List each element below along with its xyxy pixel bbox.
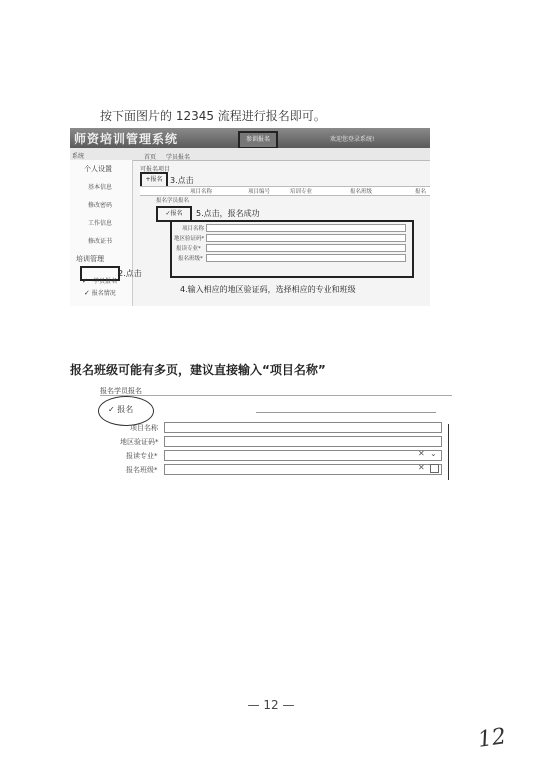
screenshot-enrollment-flow [70, 128, 430, 306]
menu-left: 系统 [72, 153, 85, 160]
check-icon: ✓ [82, 277, 88, 285]
intro-text: 按下面图片的 12345 流程进行报名即可。 [100, 109, 326, 123]
field-label-major: 报读专业* [176, 246, 201, 252]
system-title: 师资培训管理系统 [74, 132, 179, 146]
divider [256, 412, 436, 413]
class-select[interactable] [206, 254, 406, 262]
column-header: 报名 [415, 189, 427, 195]
field-label-project: 项目名称 [182, 226, 205, 232]
check-icon: ✓ [108, 405, 115, 414]
column-header: 培训专业 [290, 189, 313, 195]
signup-label: 报名 [117, 405, 134, 414]
major-select[interactable] [164, 450, 442, 461]
region-code-input[interactable] [164, 436, 442, 447]
clear-icon[interactable]: ✕ [418, 449, 425, 458]
column-header: 项目名称 [190, 189, 213, 195]
form-section-title: 报名学员报名 [100, 387, 142, 395]
field-label-class: 报名班级* [126, 466, 158, 474]
header-extra: 欢迎您登录系统! [330, 136, 375, 143]
sidebar-item-enroll-status[interactable] [84, 288, 116, 297]
major-select[interactable] [206, 244, 406, 252]
form-title: 报名学员报名 [156, 198, 190, 204]
step5-note: 5.点击，报名成功 [196, 209, 260, 218]
sidebar-item-label: 报名情况 [91, 290, 116, 297]
sidebar-section-training: 培训管理 [76, 255, 104, 263]
screenshot-enroll-form [96, 386, 452, 484]
handwritten-page-mark: 12 [476, 724, 508, 753]
project-name-input[interactable] [164, 422, 442, 433]
field-label-major: 报读专业* [126, 452, 158, 460]
sidebar-item-label: 学员报名 [92, 278, 117, 285]
step3-note: 3.点击 [170, 176, 194, 185]
check-icon: ✓ [165, 210, 171, 217]
signup-button[interactable] [108, 404, 133, 415]
page-number: — 12 — [247, 698, 295, 712]
dropdown-toggle-icon[interactable] [430, 464, 439, 473]
list-header [140, 186, 430, 196]
step4-note: 4.输入相应的地区验证码，选择相应的专业和班级 [180, 285, 356, 294]
sidebar-section-personal: 个人设置 [84, 165, 112, 173]
clear-icon[interactable]: ✕ [418, 463, 425, 472]
project-name-input[interactable] [206, 224, 406, 232]
plus-icon: + [145, 176, 151, 183]
check-icon: ✓ [84, 289, 90, 297]
sidebar-item-work-info[interactable]: 工作信息 [88, 220, 113, 227]
frame-edge [448, 424, 449, 480]
form-signup-label: 报名 [170, 210, 183, 217]
sidebar-item-basic-info[interactable]: 基本信息 [88, 184, 113, 191]
field-label-code: 地区验证码* [120, 438, 159, 446]
column-header: 报名班级 [350, 189, 373, 195]
list-signup-label: 报名 [150, 176, 163, 183]
paragraph-multipage: 报名班级可能有多页，建议直接输入“项目名称” [70, 363, 326, 377]
sidebar-item-password[interactable]: 修改密码 [88, 202, 113, 209]
tab-enroll[interactable]: 学员报名 [166, 154, 191, 161]
class-select[interactable] [164, 464, 442, 475]
step2-note: 2.点击 [118, 269, 142, 278]
field-label-code: 地区验证码* [174, 236, 205, 242]
column-header: 项目编号 [248, 189, 271, 195]
field-label-project: 项目名称 [130, 424, 158, 432]
list-title: 可报名项目 [140, 166, 171, 173]
enroll-button[interactable]: 参训报名 [238, 131, 278, 149]
tab-home[interactable]: 首页 [144, 154, 157, 161]
divider [100, 395, 452, 396]
sidebar-item-certificate[interactable]: 修改证书 [88, 238, 113, 245]
field-label-class: 报名班级* [178, 256, 203, 262]
sidebar-item-enroll[interactable] [80, 266, 120, 285]
chevron-down-icon[interactable]: ⌄ [430, 449, 437, 458]
region-code-input[interactable] [206, 234, 406, 242]
